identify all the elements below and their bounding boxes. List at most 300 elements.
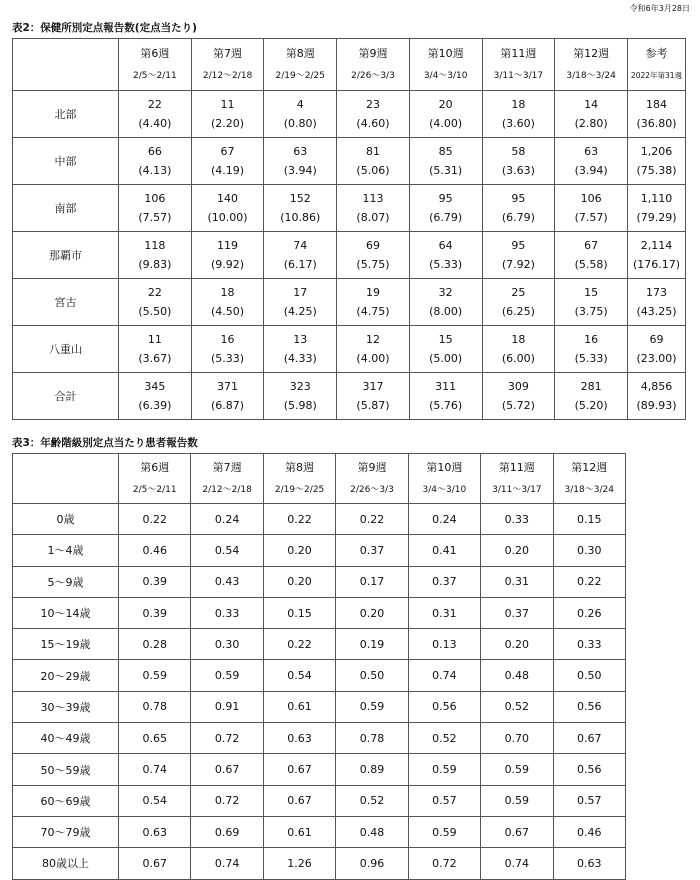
rate-cell: 0.70 [481,723,553,754]
per-sentinel-rate: (4.60) [356,117,390,130]
week-label: 第8週 [285,461,315,474]
per-sentinel-rate: (9.92) [211,258,245,271]
week-label: 第6週 [140,461,170,474]
week-label: 第8週 [285,47,315,60]
per-sentinel-rate: (36.80) [636,117,677,130]
date-range: 2/5〜2/11 [133,71,177,81]
rate-cell: 0.48 [336,816,408,847]
table2-body [13,91,686,420]
rate-cell: 0.59 [408,816,480,847]
table2-week-header [337,39,410,91]
age-group-label: 70〜79歳 [13,816,119,847]
report-cell [337,185,410,232]
rate-cell: 0.31 [481,566,553,597]
age-group-label: 20〜29歳 [13,660,119,691]
reference-label: 参考 [645,47,668,60]
report-cell [482,279,555,326]
rate-cell: 0.59 [191,660,263,691]
rate-cell: 0.67 [263,785,335,816]
report-cell [409,185,482,232]
week-label: 第10週 [426,461,463,474]
rate-cell: 0.15 [263,597,335,628]
rate-cell: 0.46 [553,816,625,847]
report-cell [409,138,482,185]
rate-cell: 0.22 [263,504,335,535]
report-count: 11 [220,98,235,111]
table-row [13,232,686,279]
rate-cell: 0.26 [553,597,625,628]
per-sentinel-rate: (5.98) [283,399,317,412]
rate-cell: 0.91 [191,691,263,722]
table-row [13,91,686,138]
report-count: 18 [511,333,526,346]
reference-sub: 2022年第31週 [630,71,683,80]
rate-cell: 0.59 [119,660,191,691]
per-sentinel-rate: (5.87) [356,399,390,412]
per-sentinel-rate: (5.76) [429,399,463,412]
report-cell [264,279,337,326]
report-count: 11 [147,333,162,346]
per-sentinel-rate: (5.20) [574,399,608,412]
table-row [13,754,626,785]
week-label: 第11週 [500,47,537,60]
rate-cell: 0.24 [408,504,480,535]
report-count: 18 [511,98,526,111]
report-count: 69 [365,239,380,252]
region-label: 那覇市 [13,232,119,279]
age-group-label: 5〜9歳 [13,566,119,597]
per-sentinel-rate: (6.39) [138,399,172,412]
report-count: 118 [144,239,166,252]
report-cell [482,185,555,232]
report-cell [119,279,192,326]
per-sentinel-rate: (4.50) [211,305,245,318]
per-sentinel-rate: (43.25) [636,305,677,318]
rate-cell: 0.20 [481,629,553,660]
week-label: 第10週 [427,47,464,60]
per-sentinel-rate: (10.86) [280,211,321,224]
rate-cell: 0.15 [553,504,625,535]
date-range: 2/19〜2/25 [275,71,325,81]
report-count: 16 [220,333,235,346]
report-count: 81 [365,145,380,158]
rate-cell: 0.24 [191,504,263,535]
report-cell [264,91,337,138]
report-cell [628,138,686,185]
table3-title: 表3：年齢階級別定点当たり患者報告数 [12,437,198,449]
rate-cell: 0.54 [119,785,191,816]
rate-cell: 0.20 [481,535,553,566]
report-cell [191,232,264,279]
report-cell [191,279,264,326]
table3-week-header [263,454,335,504]
table-row [13,629,626,660]
table2-week-header [191,39,264,91]
date-range: 3/4〜3/10 [422,485,467,495]
age-group-label: 60〜69歳 [13,785,119,816]
rate-cell: 0.50 [336,660,408,691]
week-label: 第7週 [213,47,243,60]
report-count: 152 [289,192,311,205]
per-sentinel-rate: (5.50) [138,305,172,318]
per-sentinel-rate: (2.20) [211,117,245,130]
reference-header [628,39,686,91]
per-sentinel-rate: (5.33) [429,258,463,271]
rate-cell: 0.22 [336,504,408,535]
per-sentinel-rate: (5.72) [501,399,535,412]
per-sentinel-rate: (5.58) [574,258,608,271]
rate-cell: 0.74 [119,754,191,785]
rate-cell: 0.54 [191,535,263,566]
report-cell [482,91,555,138]
per-sentinel-rate: (4.33) [283,352,317,365]
report-cell [337,373,410,420]
rate-cell: 0.67 [263,754,335,785]
age-group-label: 80歳以上 [13,848,119,879]
report-count: 4,856 [640,380,673,393]
per-sentinel-rate: (7.57) [138,211,172,224]
table2-corner-cell [13,39,119,91]
rate-cell: 0.39 [119,566,191,597]
table-row [13,185,686,232]
rate-cell: 0.67 [119,848,191,879]
table-row [13,785,626,816]
report-cell [555,279,628,326]
per-sentinel-rate: (6.25) [501,305,535,318]
rate-cell: 0.20 [263,566,335,597]
report-count: 4 [296,98,304,111]
table3-week-header [408,454,480,504]
week-label: 第12週 [573,47,610,60]
date-range: 3/4〜3/10 [423,71,468,81]
report-count: 106 [580,192,602,205]
rate-cell: 0.69 [191,816,263,847]
report-count: 14 [584,98,599,111]
report-count: 67 [584,239,599,252]
table-row [13,691,626,722]
report-cell [264,373,337,420]
report-cell [628,279,686,326]
per-sentinel-rate: (4.40) [138,117,172,130]
rate-cell: 0.52 [481,691,553,722]
table-row [13,138,686,185]
report-cell [337,138,410,185]
rate-cell: 0.72 [191,785,263,816]
rate-cell: 1.26 [263,848,335,879]
report-count: 58 [511,145,526,158]
report-cell [119,326,192,373]
report-cell [409,91,482,138]
rate-cell: 0.74 [408,660,480,691]
report-cell [628,232,686,279]
report-cell [555,185,628,232]
region-label: 北部 [13,91,119,138]
table2-header-row [13,39,686,91]
report-count: 1,110 [640,192,673,205]
report-count: 32 [438,286,453,299]
report-cell [119,373,192,420]
per-sentinel-rate: (3.94) [283,164,317,177]
rate-cell: 0.17 [336,566,408,597]
report-cell [628,373,686,420]
date-range: 2/12〜2/18 [202,71,253,81]
report-count: 309 [507,380,529,393]
per-sentinel-rate: (3.75) [574,305,608,318]
report-count: 317 [362,380,384,393]
report-cell [482,138,555,185]
per-sentinel-rate: (4.13) [138,164,172,177]
report-count: 281 [580,380,602,393]
report-count: 64 [438,239,453,252]
table2-week-header [555,39,628,91]
report-count: 113 [362,192,384,205]
week-label: 第9週 [358,47,388,60]
report-cell [409,373,482,420]
per-sentinel-rate: (6.00) [501,352,535,365]
report-cell [555,373,628,420]
report-count: 63 [293,145,308,158]
region-label: 南部 [13,185,119,232]
report-count: 22 [147,286,162,299]
report-count: 2,114 [640,239,673,252]
rate-cell: 0.59 [481,785,553,816]
rate-cell: 0.78 [119,691,191,722]
table3-body [13,504,626,880]
report-count: 184 [646,98,667,111]
rate-cell: 0.65 [119,723,191,754]
report-cell [337,279,410,326]
report-cell [482,232,555,279]
rate-cell: 0.22 [263,629,335,660]
rate-cell: 0.22 [119,504,191,535]
per-sentinel-rate: (89.93) [636,399,677,412]
table-row [13,848,626,879]
per-sentinel-rate: (6.17) [283,258,317,271]
report-cell [337,91,410,138]
per-sentinel-rate: (75.38) [636,164,677,177]
report-count: 311 [435,380,457,393]
rate-cell: 0.72 [408,848,480,879]
report-cell [264,185,337,232]
report-cell [119,232,192,279]
rate-cell: 0.33 [191,597,263,628]
per-sentinel-rate: (5.06) [356,164,390,177]
rate-cell: 0.52 [408,723,480,754]
report-count: 95 [438,192,453,205]
age-group-label: 1〜4歳 [13,535,119,566]
report-count: 15 [438,333,453,346]
per-sentinel-rate: (5.75) [356,258,390,271]
per-sentinel-rate: (0.80) [283,117,317,130]
rate-cell: 0.37 [408,566,480,597]
table3-week-header [481,454,553,504]
week-label: 第11週 [498,461,535,474]
report-count: 85 [438,145,453,158]
per-sentinel-rate: (10.00) [207,211,248,224]
report-count: 69 [649,333,664,346]
per-sentinel-rate: (8.07) [356,211,390,224]
report-cell [191,138,264,185]
report-count: 371 [217,380,239,393]
rate-cell: 0.74 [481,848,553,879]
report-count: 25 [511,286,526,299]
per-sentinel-rate: (23.00) [636,352,677,365]
date-range: 3/18〜3/24 [566,71,616,81]
table-row [13,723,626,754]
rate-cell: 0.78 [336,723,408,754]
week-label: 第6週 [140,47,170,60]
per-sentinel-rate: (2.80) [574,117,608,130]
date-range: 2/5〜2/11 [132,485,177,495]
report-count: 13 [293,333,308,346]
rate-cell: 0.57 [553,785,625,816]
report-count: 345 [144,380,166,393]
week-label: 第12週 [571,461,608,474]
per-sentinel-rate: (3.60) [501,117,535,130]
rate-cell: 0.63 [119,816,191,847]
report-count: 67 [220,145,235,158]
per-sentinel-rate: (176.17) [632,258,681,271]
rate-cell: 0.72 [191,723,263,754]
per-sentinel-rate: (9.83) [138,258,172,271]
table-row [13,373,686,420]
region-label: 合計 [13,373,119,420]
rate-cell: 0.89 [336,754,408,785]
report-count: 95 [511,239,526,252]
report-cell [264,138,337,185]
rate-cell: 0.37 [481,597,553,628]
rate-cell: 0.61 [263,691,335,722]
table-row [13,660,626,691]
table-row [13,597,626,628]
report-count: 1,206 [640,145,673,158]
rate-cell: 0.54 [263,660,335,691]
report-count: 119 [217,239,239,252]
rate-cell: 0.41 [408,535,480,566]
report-cell [119,138,192,185]
rate-cell: 0.30 [191,629,263,660]
rate-cell: 0.56 [408,691,480,722]
date-range: 2/12〜2/18 [202,485,252,495]
report-count: 18 [220,286,235,299]
report-cell [191,91,264,138]
per-sentinel-rate: (79.29) [636,211,677,224]
rate-cell: 0.28 [119,629,191,660]
rate-cell: 0.63 [553,848,625,879]
report-count: 20 [438,98,453,111]
rate-cell: 0.52 [336,785,408,816]
rate-cell: 0.20 [263,535,335,566]
per-sentinel-rate: (5.00) [429,352,463,365]
age-group-label: 50〜59歳 [13,754,119,785]
per-sentinel-rate: (6.79) [501,211,535,224]
per-sentinel-rate: (4.00) [429,117,463,130]
rate-cell: 0.48 [481,660,553,691]
table3-week-header [553,454,625,504]
rate-cell: 0.59 [408,754,480,785]
region-label: 八重山 [13,326,119,373]
table-row [13,566,626,597]
table3-week-header [336,454,408,504]
report-cell [555,138,628,185]
per-sentinel-rate: (6.87) [211,399,245,412]
per-sentinel-rate: (5.33) [574,352,608,365]
rate-cell: 0.59 [336,691,408,722]
table3-header-row [13,454,626,504]
table-row [13,816,626,847]
report-count: 95 [511,192,526,205]
rate-cell: 0.33 [481,504,553,535]
report-count: 12 [365,333,380,346]
per-sentinel-rate: (4.19) [211,164,245,177]
report-count: 74 [293,239,308,252]
report-count: 17 [293,286,308,299]
date-range: 2/26〜3/3 [351,71,395,81]
report-cell [191,185,264,232]
report-cell [119,91,192,138]
table-row [13,279,686,326]
rate-cell: 0.67 [553,723,625,754]
week-label: 第9週 [357,461,387,474]
age-group-label: 10〜14歳 [13,597,119,628]
date-range: 2/26〜3/3 [350,485,394,495]
date-range: 3/18〜3/24 [564,485,614,495]
rate-cell: 0.30 [553,535,625,566]
per-sentinel-rate: (6.79) [429,211,463,224]
report-cell [628,326,686,373]
per-sentinel-rate: (5.33) [211,352,245,365]
rate-cell: 0.43 [191,566,263,597]
report-cell [628,185,686,232]
report-cell [482,326,555,373]
rate-cell: 0.56 [553,691,625,722]
report-cell [264,326,337,373]
date-range: 3/11〜3/17 [493,71,544,81]
rate-cell: 0.33 [553,629,625,660]
table2-week-header [119,39,192,91]
rate-cell: 0.50 [553,660,625,691]
report-cell [119,185,192,232]
week-label: 第7週 [212,461,242,474]
rate-cell: 0.19 [336,629,408,660]
per-sentinel-rate: (3.63) [501,164,535,177]
per-sentinel-rate: (4.25) [283,305,317,318]
report-cell [628,91,686,138]
rate-cell: 0.59 [481,754,553,785]
report-count: 66 [147,145,162,158]
rate-cell: 0.61 [263,816,335,847]
report-count: 106 [144,192,166,205]
report-cell [264,232,337,279]
report-cell [482,373,555,420]
rate-cell: 0.57 [408,785,480,816]
report-count: 23 [365,98,380,111]
rate-cell: 0.31 [408,597,480,628]
rate-cell: 0.37 [336,535,408,566]
table3-corner-cell [13,454,119,504]
age-group-label: 30〜39歳 [13,691,119,722]
table-row [13,504,626,535]
table3-week-header [191,454,263,504]
report-count: 22 [147,98,162,111]
per-sentinel-rate: (5.31) [429,164,463,177]
rate-cell: 0.39 [119,597,191,628]
report-cell [555,91,628,138]
per-sentinel-rate: (3.67) [138,352,172,365]
per-sentinel-rate: (7.57) [574,211,608,224]
report-cell [337,326,410,373]
rate-cell: 0.67 [191,754,263,785]
